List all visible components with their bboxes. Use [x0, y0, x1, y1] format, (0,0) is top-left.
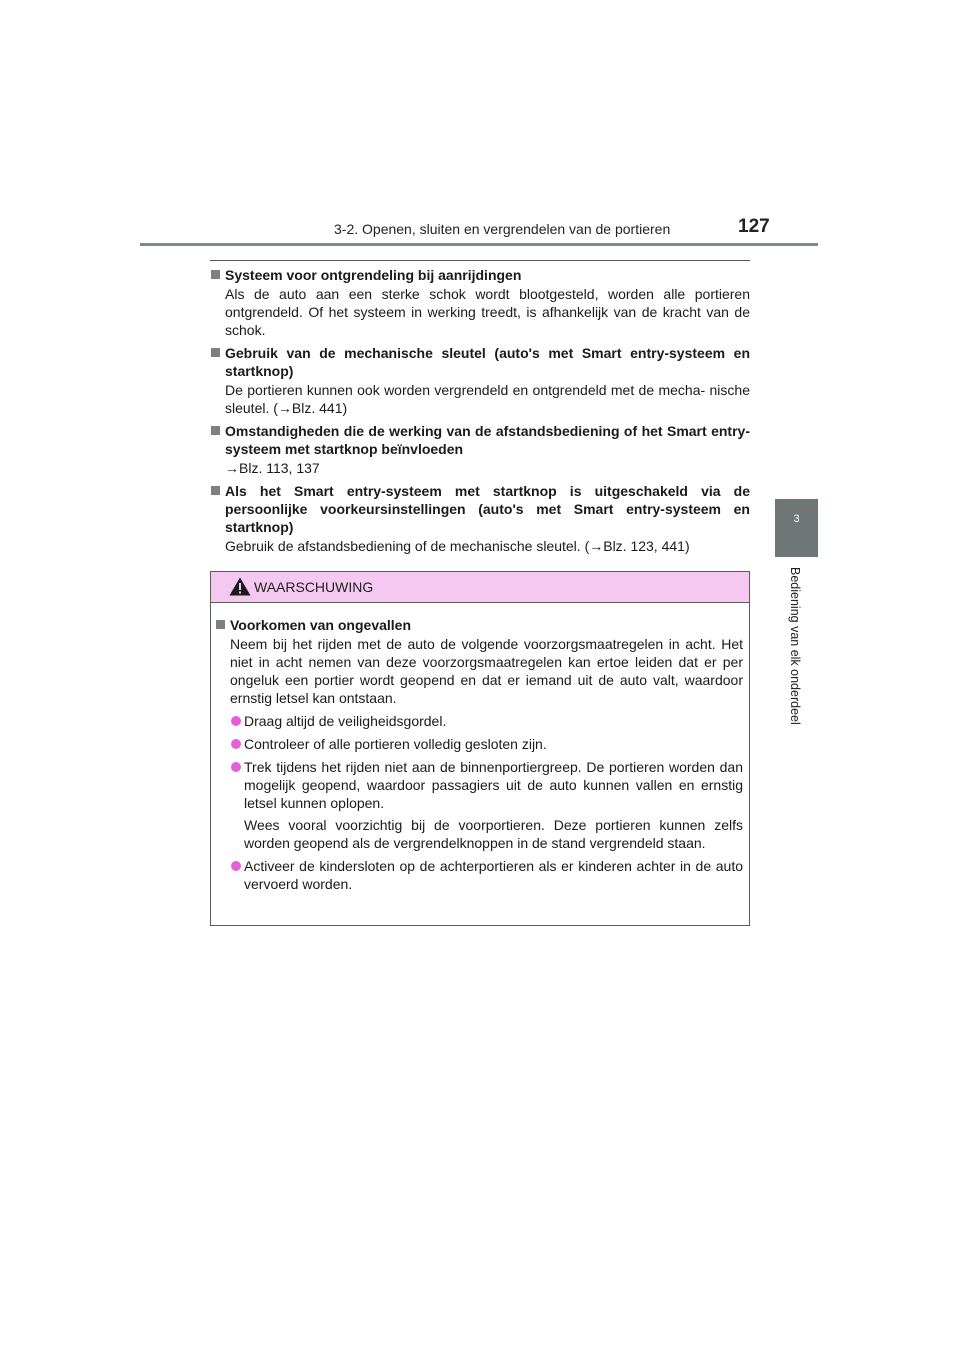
item-heading [210, 482, 750, 536]
header-rule [140, 243, 818, 246]
warning-intro: Neem bij het rijden met de auto de volgende voorzorgsmaatregelen in acht. Het niet in acht nemen van deze voorzorgsmaatregelen kan ertoe leiden dat er per ongeluk een portier wordt geopend en dat er iemand uit de auto valt, waardoor ernstig letsel kan ontstaan. [230, 636, 743, 706]
chapter-tab: 3 [775, 499, 818, 557]
item-mechanical-key [210, 344, 750, 417]
item-crash-unlock [210, 266, 750, 339]
warning-bullet [215, 712, 743, 730]
round-bullet-icon [231, 762, 241, 772]
chapter-side-label-text: Bediening van elk onderdeel [788, 567, 802, 725]
item-body: Gebruik de afstandsbediening of de mechanische sleutel. (→Blz. 123, 441) [225, 538, 690, 554]
warning-triangle-icon [229, 577, 251, 596]
warning-bullet-text: Controleer of alle portieren volledig gesloten zijn. [244, 736, 547, 752]
item-heading [210, 266, 750, 284]
warning-box [210, 571, 750, 926]
round-bullet-icon [231, 716, 241, 726]
square-bullet-icon [211, 348, 220, 357]
square-bullet-icon [211, 426, 220, 435]
page-number: 127 [738, 216, 770, 237]
warning-header [211, 572, 749, 603]
square-bullet-icon [211, 486, 220, 495]
item-smart-entry-disabled [210, 482, 750, 555]
square-bullet-icon [216, 620, 225, 629]
content-rule [210, 260, 750, 261]
round-bullet-icon [231, 739, 241, 749]
warning-bullet [215, 857, 743, 893]
warning-heading-text: Voorkomen van ongevallen [230, 617, 412, 633]
warning-bullet-text: Draag altijd de veiligheidsgordel. [244, 713, 447, 729]
square-bullet-icon [211, 270, 220, 279]
item-heading-text: Als het Smart entry-systeem met startknop is uitgeschakeld via de persoonlijke voorkeursinstellingen (auto's met Smart entry-systeem en startknop) [225, 483, 750, 535]
running-header-title: 3-2. Openen, sluiten en vergrendelen van de portieren [334, 221, 671, 237]
warning-bullet-text: Activeer de kindersloten op de achterportieren als er kinderen achter in de auto vervoerd worden. [244, 858, 743, 892]
warning-title: WAARSCHUWING [254, 579, 374, 595]
warning-bullet-text: Trek tijdens het rijden niet aan de binnenportiergreep. De portieren worden dan mogelijk geopend, waardoor passagiers uit de auto kunnen vallen en ernstig letsel kunnen oplopen. [244, 759, 743, 811]
item-body: →Blz. 113, 137 [225, 460, 320, 476]
warning-heading [215, 616, 743, 634]
warning-bullet-extra: Wees vooral voorzichtig bij de voorportieren. Deze portieren kunnen zelfs worden geopend als de vergrendelknoppen in de stand vergrendeld staan. [244, 817, 743, 851]
content-items [210, 266, 750, 560]
item-heading-text: Omstandigheden die de werking van de afstandsbediening of het Smart entry-systeem met startknop beïnvloeden [225, 423, 750, 457]
item-heading-text: Systeem voor ontgrendeling bij aanrijdingen [225, 267, 522, 283]
item-body: Als de auto aan een sterke schok wordt blootgesteld, worden alle portieren ontgrendeld. Of het systeem in werking treedt, is afhankelijk van de kracht van de schok. [225, 286, 750, 338]
round-bullet-icon [231, 861, 241, 871]
item-remote-conditions [210, 422, 750, 477]
item-heading [210, 422, 750, 458]
warning-bullet [215, 735, 743, 753]
item-heading [210, 344, 750, 380]
warning-body [211, 603, 749, 893]
warning-bullet [215, 758, 743, 852]
item-body: De portieren kunnen ook worden vergrendeld en ontgrendeld met de mecha- nische sleutel. (→Blz. 441) [225, 382, 750, 416]
item-heading-text: Gebruik van de mechanische sleutel (auto's met Smart entry-systeem en startknop) [225, 345, 750, 379]
